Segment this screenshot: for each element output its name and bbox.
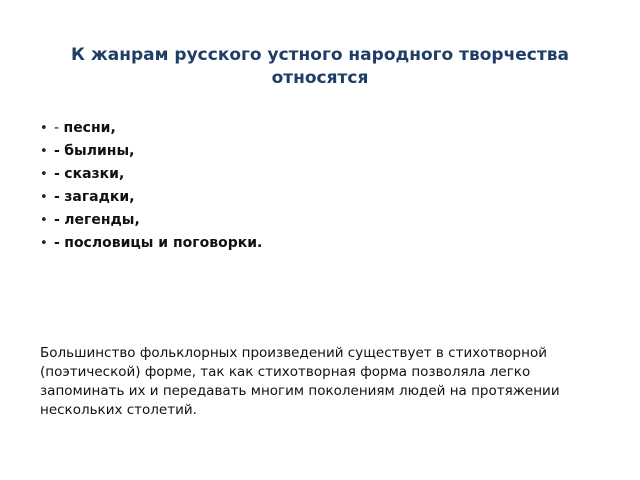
bullet-icon: • xyxy=(40,167,48,182)
genre-item-songs xyxy=(40,117,262,140)
genre-label: былины, xyxy=(64,143,135,159)
genre-item-byliny xyxy=(40,140,262,163)
bullet-icon: • xyxy=(40,213,48,228)
genre-label: сказки, xyxy=(64,166,125,182)
bullet-icon: • xyxy=(40,121,48,136)
bullet-icon: • xyxy=(40,144,48,159)
genre-dash: - xyxy=(54,166,60,182)
genre-list xyxy=(40,117,262,255)
genre-label: легенды, xyxy=(64,212,140,228)
genre-label: загадки, xyxy=(64,189,135,205)
genre-item-tales xyxy=(40,163,262,186)
slide-title xyxy=(20,44,620,90)
genre-item-riddles xyxy=(40,186,262,209)
genre-dash: - xyxy=(54,189,60,205)
genre-item-proverbs xyxy=(40,232,262,255)
genre-label: песни, xyxy=(63,120,116,136)
genre-label: пословицы и поговорки. xyxy=(64,235,263,251)
genre-dash: - xyxy=(54,143,60,159)
title-line-2: относятся xyxy=(271,68,369,88)
bullet-icon: • xyxy=(40,236,48,251)
genre-item-legends xyxy=(40,209,262,232)
genre-dash: - xyxy=(54,212,60,228)
bullet-icon: • xyxy=(40,190,48,205)
title-line-1: К жанрам русского устного народного творчества xyxy=(71,45,569,65)
body-paragraph: Большинство фольклорных произведений существует в стихотворной (поэтической) форме, так как стихотворная форма позволяла легко запоминать их и передавать многим поколениям людей на протяжении нескольких столетий. xyxy=(40,345,560,418)
genre-dash: - xyxy=(54,120,60,136)
genre-dash: - xyxy=(54,235,60,251)
